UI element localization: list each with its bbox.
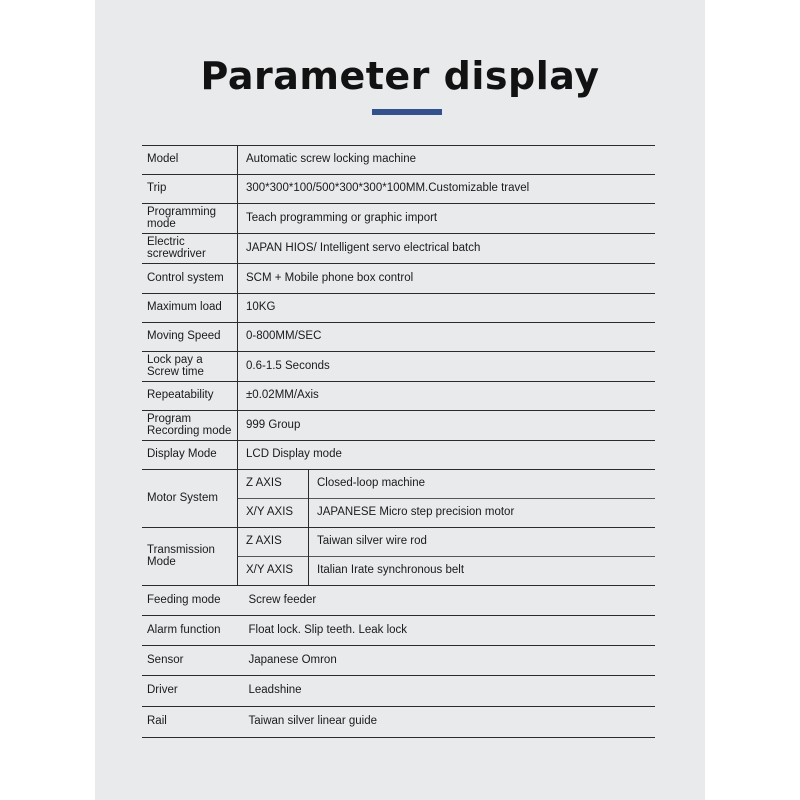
row-value: 300*300*100/500*300*300*100MM.Customizable travel bbox=[238, 175, 656, 204]
transmission-z-value: Taiwan silver wire rod bbox=[309, 528, 656, 557]
row-label: Program Recording mode bbox=[142, 411, 238, 441]
row-value: JAPAN HIOS/ Intelligent servo electrical batch bbox=[238, 234, 656, 264]
transmission-xy-axis: X/Y AXIS bbox=[238, 557, 309, 586]
parameter-sheet bbox=[95, 0, 705, 800]
row-label: Display Mode bbox=[142, 441, 238, 470]
motor-z-axis: Z AXIS bbox=[238, 470, 309, 499]
table-row bbox=[142, 646, 655, 676]
title-underline-bar bbox=[372, 109, 442, 115]
table-row bbox=[142, 352, 655, 382]
row-label: Trip bbox=[142, 175, 238, 204]
row-label: Rail bbox=[142, 707, 238, 738]
row-value: 10KG bbox=[238, 294, 656, 323]
row-value: ±0.02MM/Axis bbox=[238, 382, 656, 411]
row-value: SCM + Mobile phone box control bbox=[238, 264, 656, 294]
table-row bbox=[142, 707, 655, 738]
row-value: Teach programming or graphic import bbox=[238, 204, 656, 234]
row-value: Japanese Omron bbox=[238, 646, 656, 676]
table-row bbox=[142, 382, 655, 411]
row-label: Alarm function bbox=[142, 616, 238, 646]
row-label: Sensor bbox=[142, 646, 238, 676]
table-row bbox=[142, 411, 655, 441]
row-value: Float lock. Slip teeth. Leak lock bbox=[238, 616, 656, 646]
table-row bbox=[142, 616, 655, 646]
row-value: Screw feeder bbox=[238, 586, 656, 616]
row-label: Maximum load bbox=[142, 294, 238, 323]
row-label: Moving Speed bbox=[142, 323, 238, 352]
table-row bbox=[142, 586, 655, 616]
table-row bbox=[142, 146, 655, 175]
row-label: Repeatability bbox=[142, 382, 238, 411]
table-row bbox=[142, 234, 655, 264]
row-value: Leadshine bbox=[238, 676, 656, 707]
transmission-xy-value: Italian Irate synchronous belt bbox=[309, 557, 656, 586]
row-label: Control system bbox=[142, 264, 238, 294]
table-row bbox=[142, 441, 655, 470]
table-row bbox=[142, 175, 655, 204]
table-row bbox=[142, 323, 655, 352]
table-row bbox=[142, 294, 655, 323]
table-row bbox=[142, 264, 655, 294]
row-label: Driver bbox=[142, 676, 238, 707]
row-value: Automatic screw locking machine bbox=[238, 146, 656, 175]
row-value: LCD Display mode bbox=[238, 441, 656, 470]
row-value: 0.6-1.5 Seconds bbox=[238, 352, 656, 382]
table-row bbox=[142, 204, 655, 234]
table-row bbox=[142, 676, 655, 707]
row-value: 0-800MM/SEC bbox=[238, 323, 656, 352]
row-value: 999 Group bbox=[238, 411, 656, 441]
page-title: Parameter display bbox=[200, 54, 600, 98]
motor-xy-axis: X/Y AXIS bbox=[238, 499, 309, 528]
transmission-mode-label: Transmission Mode bbox=[142, 528, 238, 586]
motor-z-value: Closed-loop machine bbox=[309, 470, 656, 499]
row-value: Taiwan silver linear guide bbox=[238, 707, 656, 738]
row-label: Lock pay a Screw time bbox=[142, 352, 238, 382]
parameter-table bbox=[142, 145, 655, 738]
motor-system-label: Motor System bbox=[142, 470, 238, 528]
table-row bbox=[142, 470, 655, 499]
table-row bbox=[142, 528, 655, 557]
motor-xy-value: JAPANESE Micro step precision motor bbox=[309, 499, 656, 528]
transmission-z-axis: Z AXIS bbox=[238, 528, 309, 557]
row-label: Electric screwdriver bbox=[142, 234, 238, 264]
row-label: Model bbox=[142, 146, 238, 175]
row-label: Feeding mode bbox=[142, 586, 238, 616]
row-label: Programming mode bbox=[142, 204, 238, 234]
